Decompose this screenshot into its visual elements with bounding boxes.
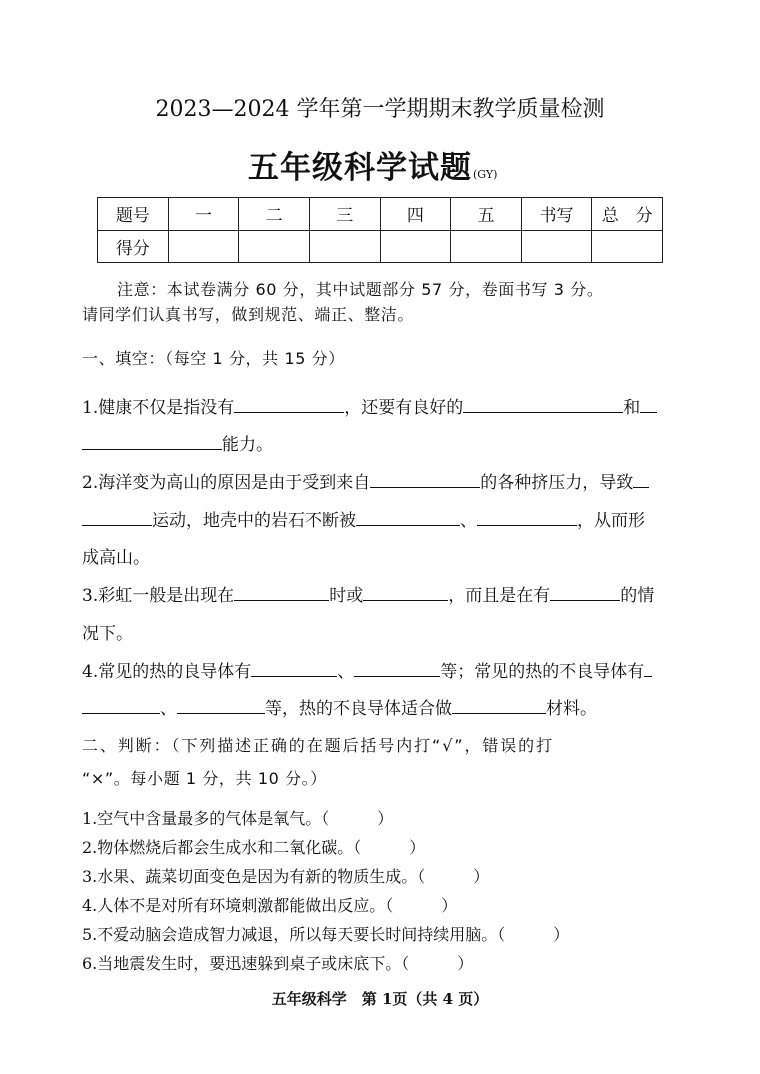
q4-text-b: 、	[337, 662, 355, 682]
q2-text-c: 运动，地壳中的岩石不断被	[152, 511, 356, 531]
fill-question-4-line1	[82, 657, 652, 682]
score-cell-q4: 四	[380, 198, 451, 231]
section2-heading-line2: “×”。每小题 1 分，共 10 分。）	[82, 769, 327, 788]
subject-title-text: 五年级科学试题	[248, 150, 472, 186]
answer-blank[interactable]	[82, 508, 152, 526]
q4-text-a: 4.常见的热的良导体有	[82, 662, 252, 682]
q1-text-b: ，还要有良好的	[344, 398, 464, 418]
score-entry[interactable]	[380, 230, 451, 263]
section2-heading-line1: 二、判断：（下列描述正确的在题后括号内打“√”，错误的打	[82, 736, 554, 755]
q4-text-f: 材料。	[546, 699, 597, 719]
exam-subject-title	[248, 142, 497, 187]
judge-item-1: 1.空气中含量最多的气体是氧气。（ ）	[82, 809, 394, 828]
fill-question-1-line1	[82, 393, 657, 418]
answer-blank[interactable]	[463, 395, 623, 413]
answer-blank[interactable]	[251, 659, 337, 677]
fill-question-3-line2: 况下。	[82, 624, 133, 644]
q4-text-d: 、	[160, 699, 177, 719]
score-row-label: 得分	[98, 230, 169, 263]
score-entry[interactable]	[451, 230, 522, 263]
score-table-header-row	[98, 198, 663, 231]
answer-blank[interactable]	[82, 432, 222, 450]
q3-text-c: ，而且是在有	[448, 586, 551, 606]
judge-item-6: 6.当地震发生时，要迅速躲到桌子或床底下。（ ）	[82, 954, 474, 973]
exam-period-title: 2023—2024 学年第一学期期末教学质量检测	[155, 97, 605, 122]
score-cell-label: 题号	[98, 198, 169, 231]
answer-blank[interactable]	[452, 696, 546, 714]
q3-text-d: 的情	[620, 586, 655, 606]
answer-blank[interactable]	[550, 583, 620, 601]
q2-text-d: 、	[460, 511, 477, 531]
score-entry[interactable]	[239, 230, 310, 263]
answer-blank[interactable]	[633, 470, 649, 488]
answer-blank[interactable]	[640, 395, 657, 413]
score-table	[97, 197, 663, 263]
answer-blank[interactable]	[234, 395, 344, 413]
score-cell-total: 总 分	[592, 198, 663, 231]
score-cell-q5: 五	[451, 198, 522, 231]
q2-text-a: 2.海洋变为高山的原因是由于受到来自	[82, 473, 371, 493]
fill-question-2-line2	[82, 506, 645, 531]
judge-item-4: 4.人体不是对所有环境刺激都能做出反应。（ ）	[82, 896, 458, 915]
answer-blank[interactable]	[82, 696, 160, 714]
score-entry[interactable]	[521, 230, 592, 263]
fill-question-3-line1	[82, 581, 654, 606]
score-table-score-row	[98, 230, 663, 263]
exam-note-line2: 请同学们认真书写，做到规范、端正、整洁。	[82, 305, 415, 324]
score-cell-q2: 二	[239, 198, 310, 231]
q3-text-b: 时或	[329, 586, 364, 606]
answer-blank[interactable]	[177, 696, 265, 714]
fill-question-1-line2	[82, 430, 273, 455]
q1-text-a: 1.健康不仅是指没有	[82, 398, 235, 418]
score-entry[interactable]	[592, 230, 663, 263]
answer-blank[interactable]	[644, 659, 652, 677]
q4-text-e: 等，热的不良导体适合做	[265, 699, 452, 719]
score-cell-writing: 书写	[521, 198, 592, 231]
score-cell-q1: 一	[168, 198, 239, 231]
answer-blank[interactable]	[370, 470, 480, 488]
score-cell-q3: 三	[309, 198, 380, 231]
fill-question-2-line3: 成高山。	[82, 548, 150, 568]
title-suffix: (GY)	[473, 168, 498, 181]
score-entry[interactable]	[309, 230, 380, 263]
answer-blank[interactable]	[477, 508, 577, 526]
page-footer: 五年级科学 第 1页（共 4 页）	[271, 990, 489, 1008]
q1-text-d: 能力。	[222, 435, 273, 455]
judge-item-3: 3.水果、蔬菜切面变色是因为有新的物质生成。（ ）	[82, 867, 490, 886]
score-entry[interactable]	[168, 230, 239, 263]
judge-item-5: 5.不爱动脑会造成智力减退，所以每天要长时间持续用脑。（ ）	[82, 925, 570, 944]
answer-blank[interactable]	[354, 659, 440, 677]
answer-blank[interactable]	[234, 583, 329, 601]
q4-text-c: 等；常见的热的不良导体有	[440, 662, 645, 682]
answer-blank[interactable]	[363, 583, 448, 601]
fill-question-2-line1	[82, 468, 649, 493]
exam-note-line1: 注意：本试卷满分 60 分，其中试题部分 57 分，卷面书写 3 分。	[117, 280, 604, 299]
q1-text-c: 和	[623, 398, 641, 418]
section1-heading: 一、填空：（每空 1 分，共 15 分）	[82, 349, 345, 368]
q3-text-a: 3.彩虹一般是出现在	[82, 586, 235, 606]
judge-item-2: 2.物体燃烧后都会生成水和二氧化碳。（ ）	[82, 838, 426, 857]
q2-text-e: ，从而形	[577, 511, 645, 531]
q2-text-b: 的各种挤压力，导致	[480, 473, 634, 493]
answer-blank[interactable]	[356, 508, 460, 526]
fill-question-4-line2	[82, 694, 597, 719]
